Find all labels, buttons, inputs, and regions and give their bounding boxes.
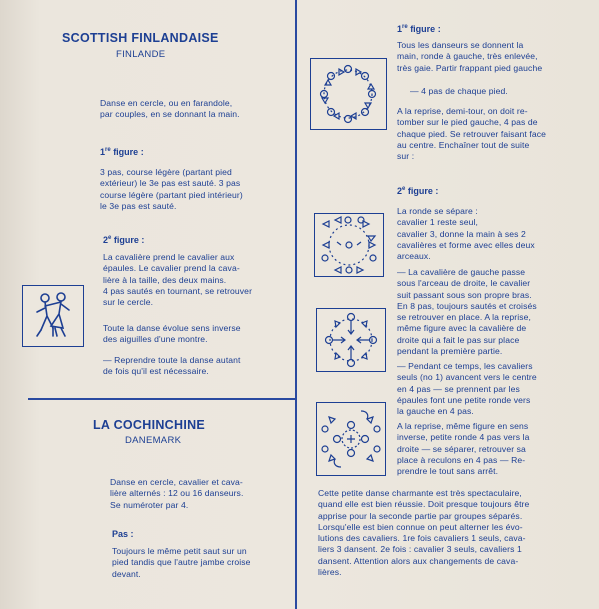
text-line: même figure avec la cavalière de [397,323,527,334]
text-line: inverse, petite ronde 4 pas vers la [397,432,530,443]
text-line: cavalières et forme avec elles deux [397,239,535,250]
dancing-couple-icon [22,285,84,347]
text-line: — La cavalière de gauche passe [397,267,526,277]
text-line: En 8 pas, toujours sautés et croisés [397,300,537,311]
text-line: pied tandis que l'autre jambe croise [112,557,251,568]
text-line: très gaie. Partir frappant pied gauche [397,62,543,73]
figure-two-text [103,252,293,308]
text-line: suit passant sous son propre bras. [397,289,532,300]
pas-text [112,546,297,580]
center-arrows-diagram-icon [316,308,386,372]
text-line: liers 3 dansent. 2e fois : cavalier 3 seuls, cavaliers 1 [318,544,522,555]
text-line: sous l'arceau de droite, le cavalier [397,278,531,289]
text-line: lière alternés : 12 ou 16 danseurs. [110,488,244,499]
text-line: 4 pas sautés en tournant, se retrouver [103,285,253,296]
text-line: en 4 pas — se prennent par les [397,383,520,394]
text-line: lière à la taille, des deux mains. [103,274,227,285]
section-divider [28,398,295,400]
text-line: au centre. Enchaîner tout de suite [397,139,530,150]
text-line: prendre le tout sans arrêt. [397,466,499,477]
paragraph-6 [397,421,582,477]
text-line: Tous les danseurs se donnent la [397,40,524,50]
text-line: pendant la première partie. [397,346,503,357]
text-line: de fois qu'il est nécessaire. [103,366,209,377]
text-line: quand elle est bien réussie. Doit presque toujours être [318,499,530,510]
text-line: extérieur) le 3e pas est sauté. 3 pas [100,178,241,189]
text-line: par couples, en se donnant la main. [100,109,240,120]
text-line: A la reprise, même figure en sens [397,421,529,431]
ronde-separation-diagram-icon [314,213,384,277]
text-line: Danse en cercle, cavalier et cava- [110,477,243,487]
text-line: La ronde se sépare : [397,206,478,216]
text-line: le 3e pas est sauté. [100,200,177,211]
text-line: droite qui a fait le pas sur place [397,334,520,345]
text-line: Danse en cercle, ou en farandole, [100,98,233,108]
text-line: apprise pour la seconde partie par groupes séparés. [318,510,523,521]
text-line: la gauche en 4 pas. [397,406,474,417]
text-line: place à reculons en 4 pas — Re- [397,454,526,465]
text-line: seuls (no 1) avancent vers le centre [397,372,537,383]
text-line: épaules. Le cavalier prend la cava- [103,263,240,274]
figure-label: 2e figure : [103,235,145,245]
figure-label: 1re figure : [100,147,144,157]
paragraph-3 [397,206,582,262]
repeat-note [103,355,293,378]
paragraph-2 [397,106,582,162]
text-line: Cette petite danse charmante est très spectaculaire, [318,488,522,498]
dance-intro [110,477,295,511]
dance-intro [100,98,290,121]
column-divider [295,0,297,609]
text-line: dansent. Attention alors aux changements de cava- [318,555,519,566]
text-line: main, ronde à gauche, très enlevée, [397,51,538,62]
text-line: 3 pas, course légère (partant pied [100,167,232,177]
text-line: Toujours le même petit saut sur un [112,546,247,556]
text-line: La cavalière prend le cavalier aux [103,252,235,262]
text-line: chaque pied. Se retrouver faisant face [397,128,547,139]
paragraph-7 [318,488,593,578]
text-line: sur : [397,151,415,162]
figure-one-text [100,167,292,212]
paragraph-4 [397,267,582,357]
text-line: Toute la danse évolue sens inverse [103,323,241,333]
small-rounds-diagram-icon [316,402,386,476]
ronde-circle-diagram-icon [310,58,387,130]
paragraph-5 [397,361,582,417]
text-line: A la reprise, demi-tour, on doit re- [397,106,528,116]
text-line: devant. [112,568,141,579]
dance-title: SCOTTISH FINLANDAISE [62,31,219,45]
text-line: course légère (partant pied intérieur) [100,189,243,200]
text-line: lières. [318,567,342,578]
paragraph-1 [397,40,582,74]
text-line: cavalier 3, donne la main à ses 2 [397,228,526,239]
dance-country: DANEMARK [125,435,182,446]
text-line: épaules font une petite ronde vers [397,394,531,405]
whole-dance-note [103,323,293,346]
text-line: sur le cercle. [103,297,154,308]
text-line: cavalier 1 reste seul, [397,217,479,228]
figure-label: 2e figure : [397,186,439,196]
dance-country: FINLANDE [116,49,166,60]
text-line: Se numéroter par 4. [110,499,189,510]
pas-label: Pas : [112,529,134,539]
text-line: lutions des cavaliers. 1re fois cavaliers 1 seuls, cava- [318,533,526,544]
text-line: arceaux. [397,251,431,262]
figure-label: 1re figure : [397,24,441,34]
text-line: — Pendant ce temps, les cavaliers [397,361,533,371]
dance-title: LA COCHINCHINE [93,418,206,432]
text-line: droite — se séparer, retrouver sa [397,443,526,454]
text-line: des aiguilles d'une montre. [103,334,208,345]
text-line: Lorsqu'elle est bien connue on peut alterner les évo- [318,521,523,532]
text-line: se retrouver en place. A la reprise, [397,312,532,323]
text-line: — Reprendre toute la danse autant [103,355,241,365]
text-line: tomber sur le pied gauche, 4 pas de [397,117,538,128]
paragraph-1b: — 4 pas de chaque pied. [410,86,508,96]
